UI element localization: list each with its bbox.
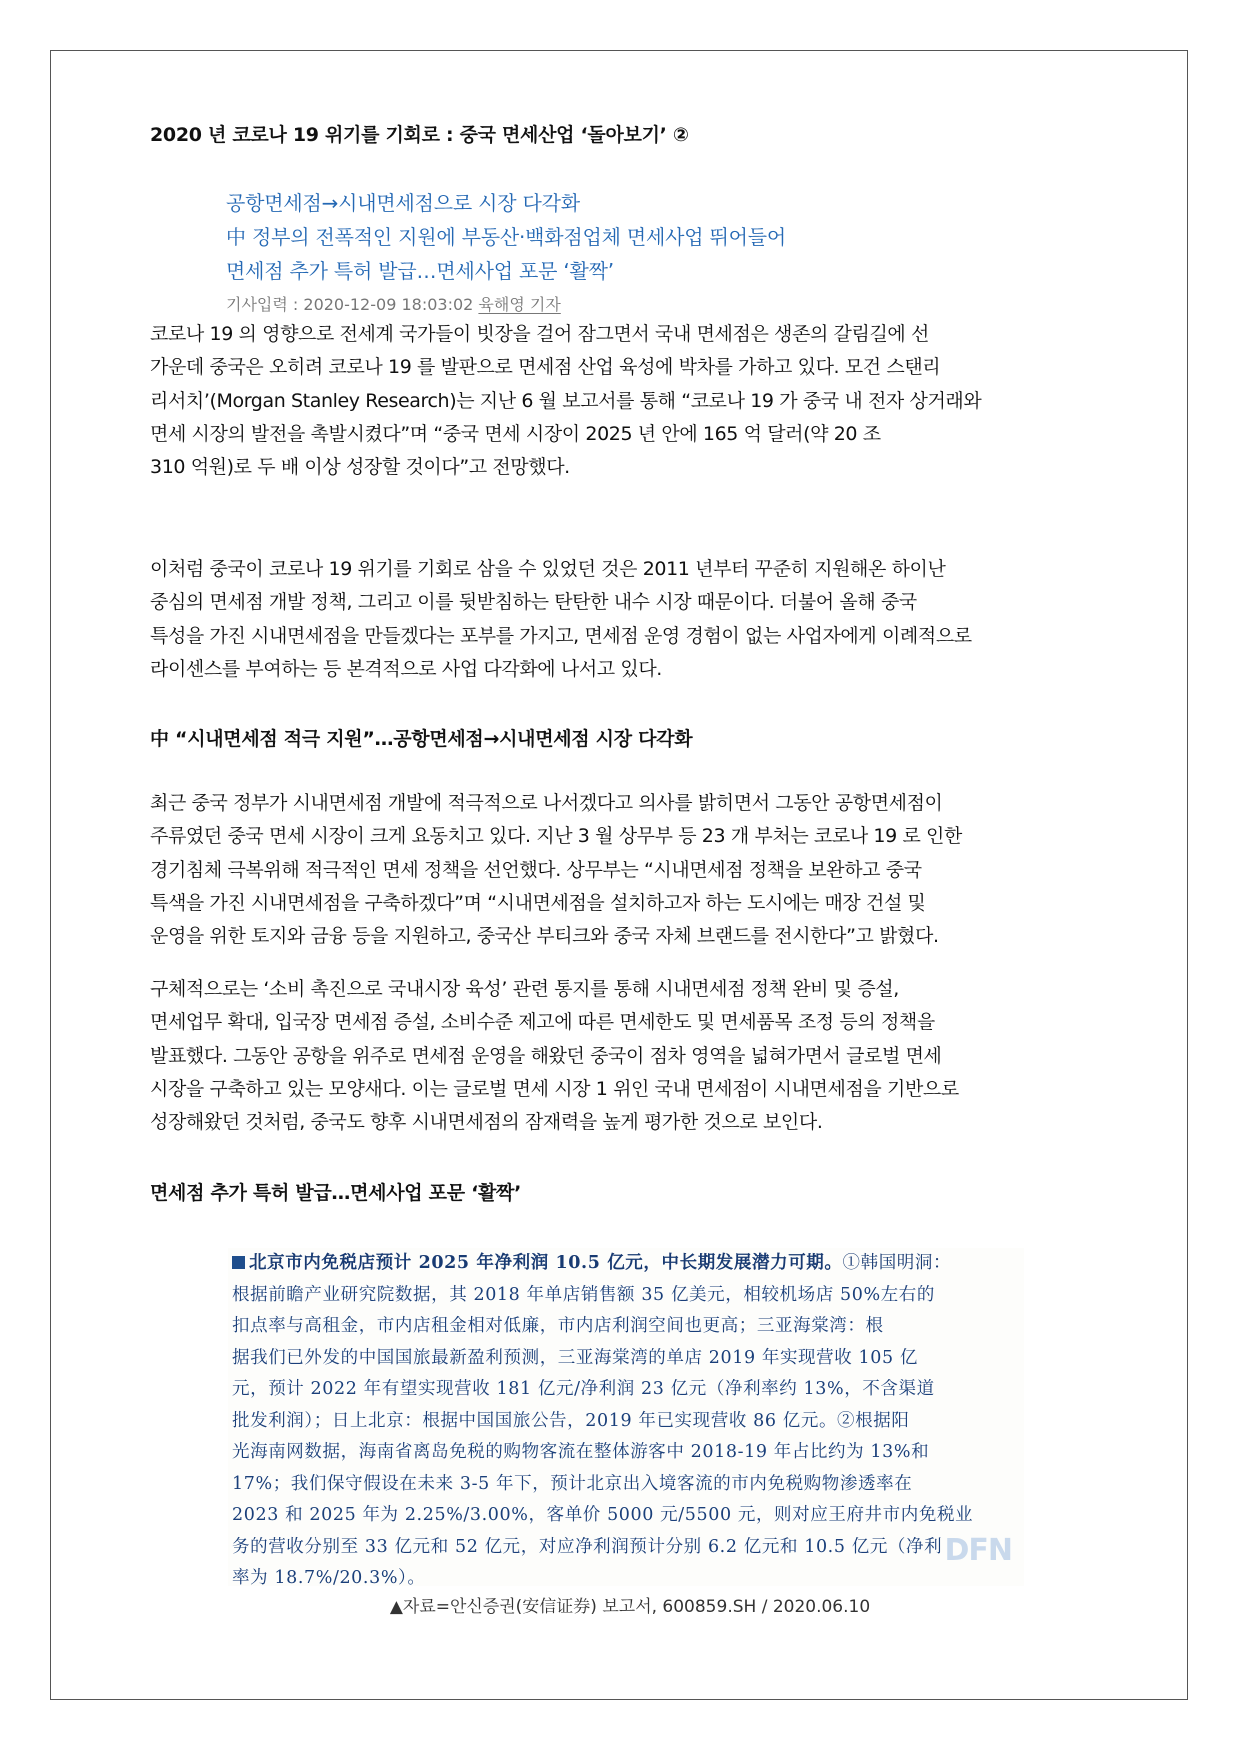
excerpt-line: 务的营收分别至 33 亿元和 52 亿元，对应净利润预计分别 6.2 亿元和 10.5 亿元（净利	[232, 1536, 943, 1557]
excerpt-line: 根据前瞻产业研究院数据，其 2018 年单店销售额 35 亿美元，相较机场店 50%左右的	[232, 1284, 936, 1305]
paragraph	[150, 318, 1110, 484]
text-line: 이처럼 중국이 코로나 19 위기를 기회로 삼을 수 있었던 것은 2011 년부터 꾸준히 지원해온 하이난	[150, 558, 946, 580]
subheading: 공항면세점→시내면세점으로 시장 다각화	[226, 191, 580, 215]
paragraph	[150, 973, 1110, 1139]
excerpt-line: 据我们已外发的中国国旅最新盈利预测，三亚海棠湾的单店 2019 年实现营收 105 亿	[232, 1347, 918, 1368]
text-line: 시장을 구축하고 있는 모양새다. 이는 글로벌 면세 시장 1 위인 국내 면세점이 시내면세점을 기반으로	[150, 1077, 959, 1100]
excerpt-line: 17%；我们保守假设在未来 3-5 年下，预计北京出入境客流的市内免税购物渗透率在	[232, 1473, 913, 1494]
text-line: 면세 시장의 발전을 촉발시켰다”며 “중국 면세 시장이 2025 년 안에 165 억 달러(약 20 조	[150, 422, 881, 445]
paragraph	[150, 553, 1110, 686]
excerpt-line: 元，预计 2022 年有望实现营收 181 亿元/净利润 23 亿元（净利率约 13%，不含渠道	[232, 1379, 935, 1399]
dfn-watermark-logo: DFN	[944, 1533, 1012, 1568]
text-line: 운영을 위한 토지와 금융 등을 지원하고, 중국산 부티크와 중국 자체 브랜드를 전시한다”고 밝혔다.	[150, 925, 939, 948]
publish-date: 기사입력 : 2020-12-09 18:03:02	[226, 295, 479, 314]
text-line: 리서치’(Morgan Stanley Research)는 지난 6 월 보고서를 통해 “코로나 19 가 중국 내 전자 상거래와	[150, 389, 982, 412]
square-bullet-icon	[232, 1256, 245, 1269]
text-line: 경기침체 극복위해 적극적인 면세 정책을 선언했다. 상무부는 “시내면세점 정책을 보완하고 중국	[150, 858, 922, 881]
excerpt-line: 率为 18.7%/20.3%）。	[232, 1568, 426, 1588]
excerpt-line: 光海南网数据，海南省离岛免税的购物客流在整体游客中 2018-19 年占比约为 13%和	[232, 1442, 930, 1462]
excerpt-text: ①韩国明洞：	[842, 1253, 952, 1273]
section-heading: 中 “시내면세점 적극 지원”…공항면세점→시내면세점 시장 다각화	[150, 728, 693, 750]
reporter-link[interactable]: 육해영 기자	[478, 295, 561, 314]
text-line: 코로나 19 의 영향으로 전세계 국가들이 빗장을 걸어 잠그면서 국내 면세점은 생존의 갈림길에 선	[150, 323, 929, 345]
paragraph	[150, 787, 1110, 953]
article-title: 2020 년 코로나 19 위기를 기회로 : 중국 면세산업 ‘돌아보기’ ②	[150, 124, 689, 146]
excerpt-headline: 北京市内免税店预计 2025 年净利润 10.5 亿元，中长期发展潜力可期。	[249, 1253, 843, 1273]
text-line: 주류였던 중국 면세 시장이 크게 요동치고 있다. 지난 3 월 상무부 등 23 개 부처는 코로나 19 로 인한	[150, 825, 962, 848]
text-line: 최근 중국 정부가 시내면세점 개발에 적극적으로 나서겠다고 의사를 밝히면서 그동안 공항면세점이	[150, 792, 943, 814]
text-line: 라이센스를 부여하는 등 본격적으로 사업 다각화에 나서고 있다.	[150, 657, 662, 680]
figure-caption: ▲자료=안신증권(安信证券) 보고서, 600859.SH / 2020.06.10	[389, 1597, 871, 1617]
text-line: 중심의 면세점 개발 정책, 그리고 이를 뒷받침하는 탄탄한 내수 시장 때문이다. 더불어 올해 중국	[150, 591, 917, 614]
excerpt-line: 批发利润）；日上北京：根据中国国旅公告，2019 年已实现营收 86 亿元。②根据阳	[232, 1410, 910, 1431]
text-line: 가운데 중국은 오히려 코로나 19 를 발판으로 면세점 산업 육성에 박차를 가하고 있다. 모건 스탠리	[150, 356, 941, 379]
text-line: 특성을 가진 시내면세점을 만들겠다는 포부를 가지고, 면세점 운영 경험이 없는 사업자에게 이례적으로	[150, 624, 972, 647]
excerpt-line: 扣点率与高租金，市内店租金相对低廉，市内店利润空间也更高；三亚海棠湾：根	[232, 1316, 884, 1336]
text-line: 특색을 가진 시내면세점을 구축하겠다”며 “시내면세점을 설치하고자 하는 도시에는 매장 건설 및	[150, 891, 926, 914]
text-line: 구체적으로는 ‘소비 촉진으로 국내시장 육성’ 관련 통지를 통해 시내면세점 정책 완비 및 증설,	[150, 978, 899, 1000]
subheading: 면세점 추가 특허 발급…면세사업 포문 ‘활짝’	[226, 259, 614, 283]
section-heading: 면세점 추가 특허 발급…면세사업 포문 ‘활짝’	[150, 1182, 522, 1204]
report-excerpt-image	[228, 1248, 1024, 1586]
subheadings	[226, 186, 786, 322]
byline	[226, 288, 786, 322]
text-line: 면세업무 확대, 입국장 면세점 증설, 소비수준 제고에 따른 면세한도 및 면세품목 조정 등의 정책을	[150, 1011, 935, 1034]
text-line: 310 억원)로 두 배 이상 성장할 것이다”고 전망했다.	[150, 456, 570, 479]
text-line: 성장해왔던 것처럼, 중국도 향후 시내면세점의 잠재력을 높게 평가한 것으로 보인다.	[150, 1111, 823, 1134]
excerpt-headline-line	[228, 1248, 1024, 1280]
text-line: 발표했다. 그동안 공항을 위주로 면세점 운영을 해왔던 중국이 점차 영역을 넓혀가면서 글로벌 면세	[150, 1044, 942, 1067]
subheading: 中 정부의 전폭적인 지원에 부동산·백화점업체 면세사업 뛰어들어	[226, 225, 787, 249]
excerpt-line: 2023 和 2025 年为 2.25%/3.00%，客单价 5000 元/5500 元，则对应王府井市内免税业	[232, 1505, 974, 1525]
